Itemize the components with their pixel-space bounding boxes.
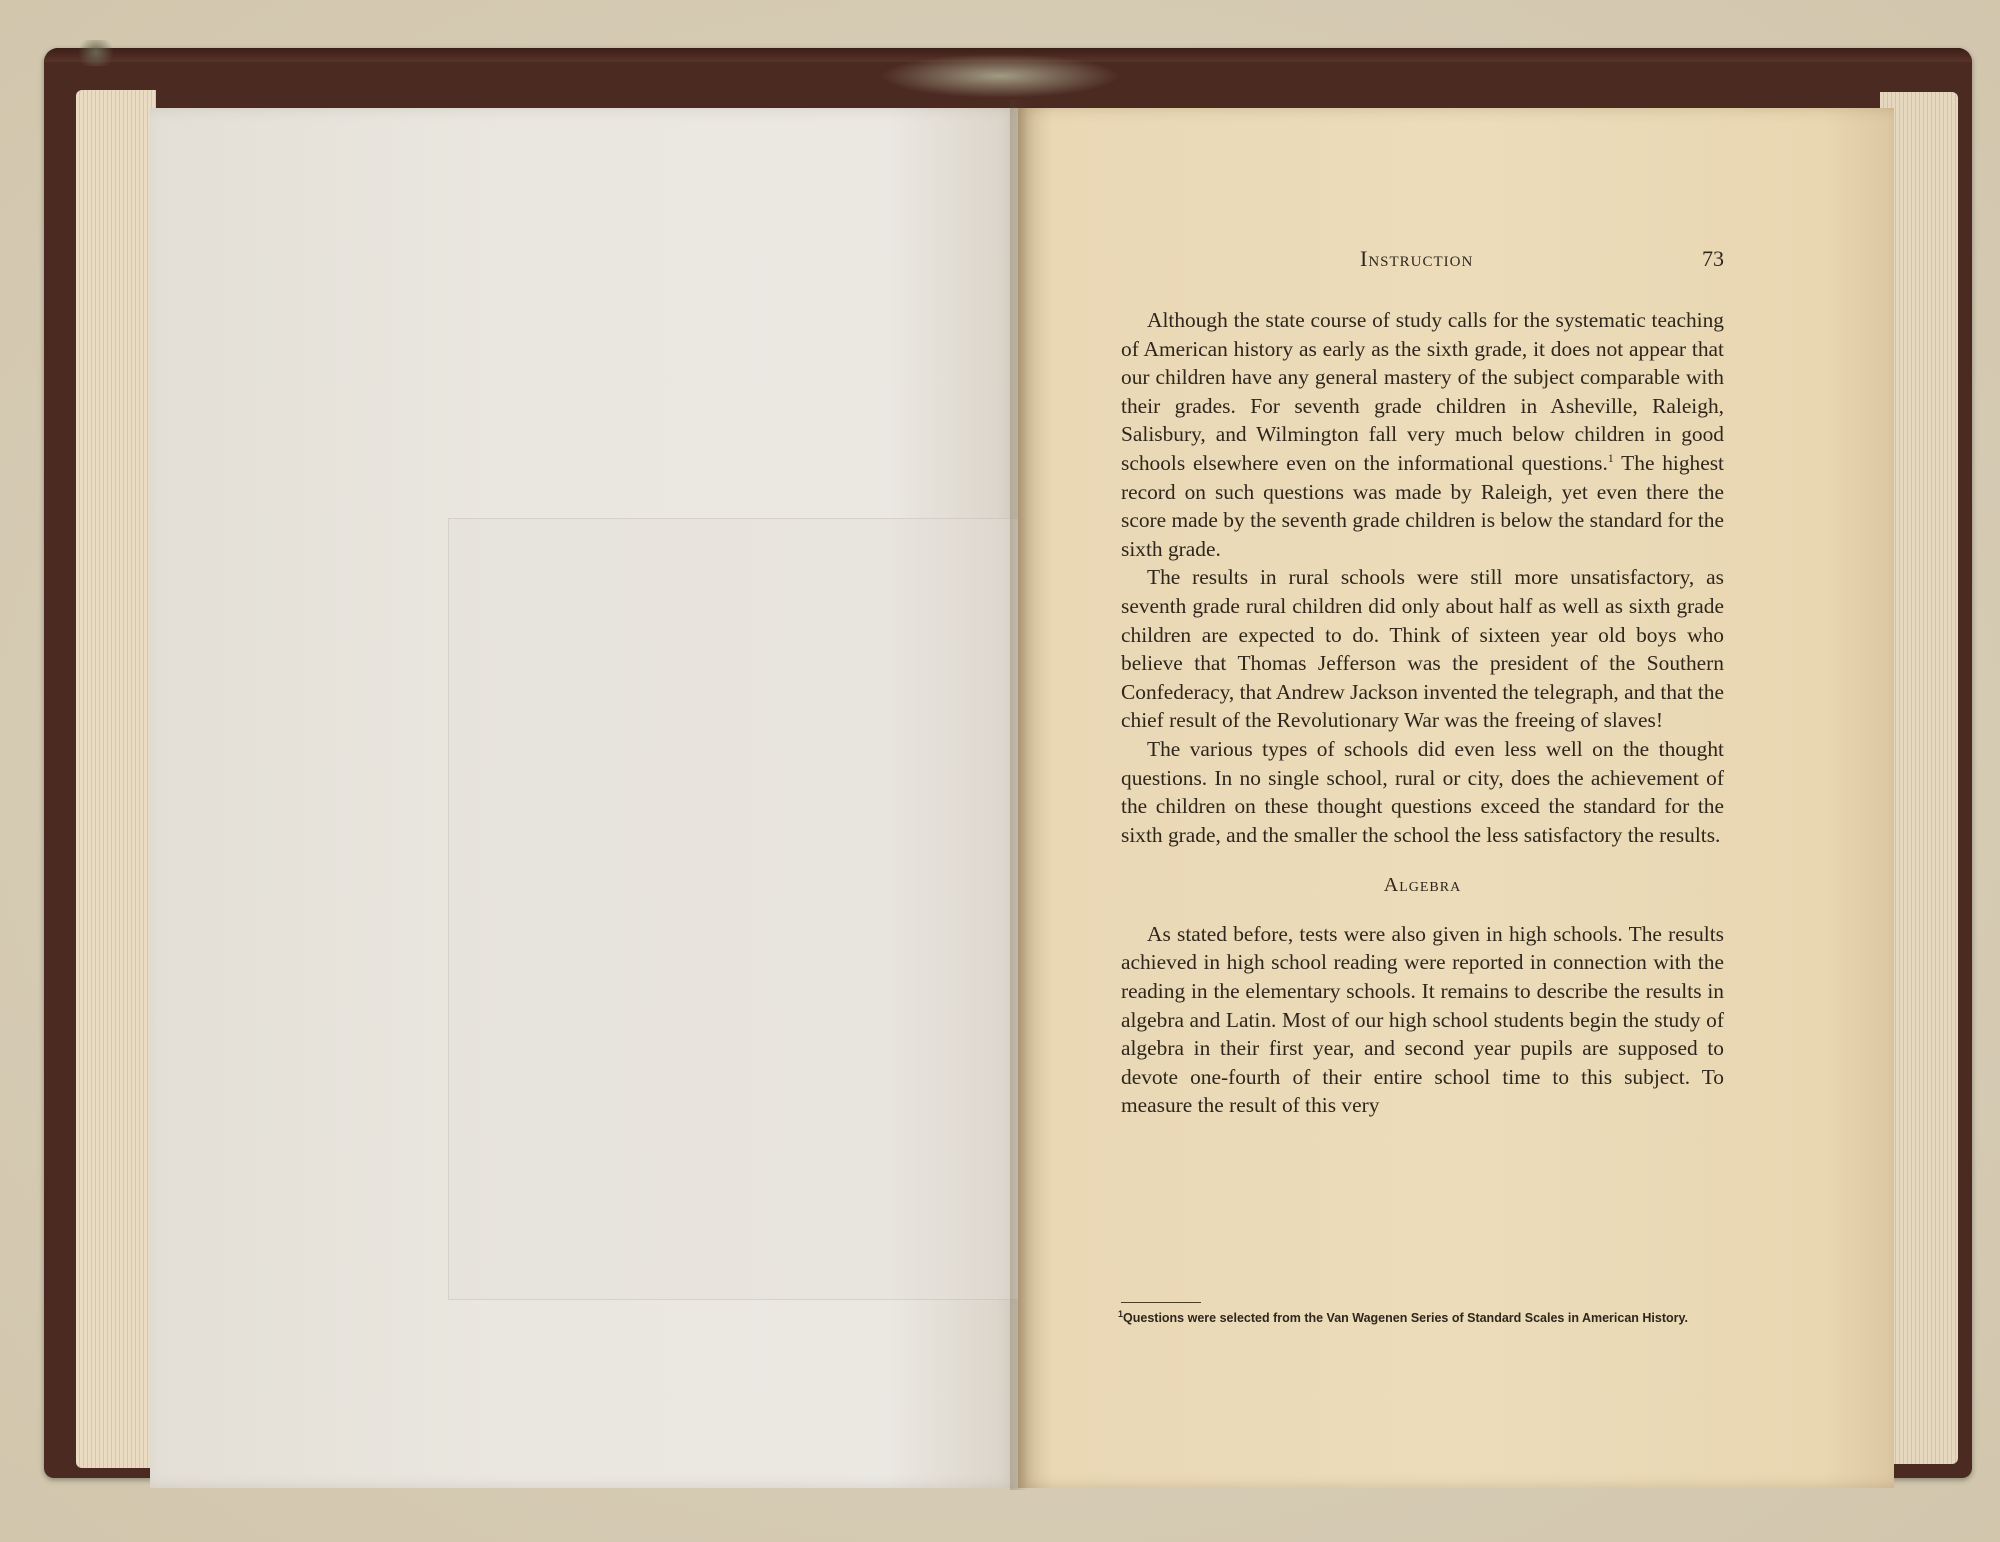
- plate-offset-mark: [448, 518, 1098, 1300]
- body-text: [1121, 306, 1724, 1120]
- page-number: 73: [1702, 246, 1724, 271]
- footnote-text: Questions were selected from the Van Wagenen Series of Standard Scales in American History.: [1123, 1311, 1689, 1325]
- paragraph-4: As stated before, tests were also given in high schools. The results achieved in high school reading were reported in connection with the reading in the elementary schools. It remains to describe the results in algebra and Latin. Most of our high school students begin the study of algebra in their first year, and second year pupils are supposed to devote one-fourth of their entire school time to this subject. To measure the result of this very: [1121, 921, 1724, 1118]
- paragraph-1-text: Although the state course of study calls for the systematic teaching of American history as early as the sixth grade, it does not appear that our children have any general mastery of the subject comparable with their grades. For seventh grade children in Asheville, Raleigh, Salisbury, and Wilmington fall very much below children in good schools elsewhere even on the informational questions.: [1121, 308, 1724, 475]
- paragraph-1-tail: The highest record on such questions was made by Raleigh, yet even there the score made by the seventh grade children is below the standard for the sixth grade.: [1121, 450, 1724, 561]
- section-heading-algebra: Algebra: [1383, 874, 1462, 897]
- footnote-rule: [1121, 1302, 1201, 1303]
- running-head: [1124, 246, 1724, 276]
- paragraph-3: The various types of schools did even less well on the thought questions. In no single school, rural or city, does the achievement of the children on these thought questions exceed the standard for the sixth grade, and the smaller the school the less satisfactory the results.: [1121, 736, 1724, 847]
- footnote: [1118, 1310, 1721, 1327]
- book-gutter: [1010, 100, 1028, 1490]
- footnote-reference: 1: [1607, 450, 1614, 465]
- left-page-blank: [150, 108, 1018, 1488]
- running-title: Instruction: [1360, 246, 1474, 271]
- spine-wear: [880, 54, 1120, 98]
- paragraph-1: [1121, 306, 1724, 563]
- cover-wear: [74, 40, 118, 66]
- footnote-marker: 1: [1118, 1309, 1124, 1319]
- left-page-edges: [76, 90, 156, 1468]
- paragraph-2: The results in rural schools were still more unsatisfactory, as seventh grade rural children did only about half as well as sixth grade children are expected to do. Think of sixteen year old boys who believe that Thomas Jefferson was the president of the Southern Confederacy, that Andrew Jackson invented the telegraph, and that the chief result of the Revolutionary War was the freeing of slaves!: [1121, 565, 1724, 733]
